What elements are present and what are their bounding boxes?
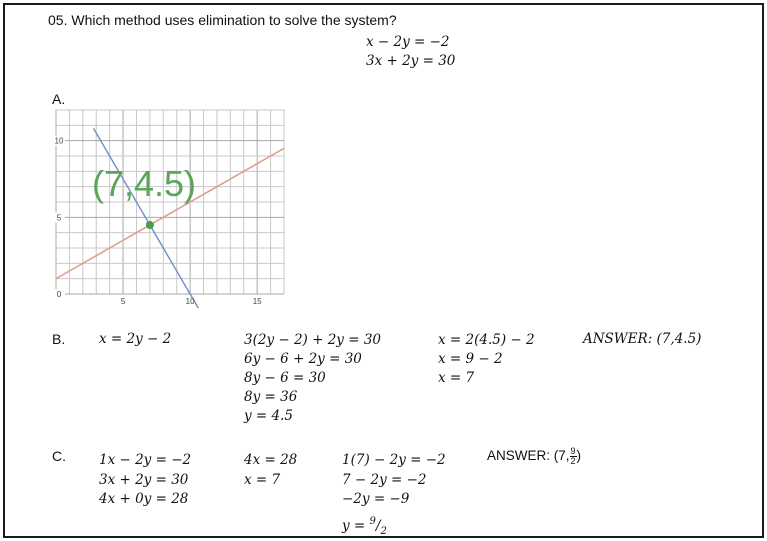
answer-denominator: 2 (570, 456, 576, 466)
option-c-step1-line: 4x + 0y = 28 (99, 491, 189, 507)
equation-system (366, 33, 455, 71)
option-c-step3-line: −2y = −9 (342, 491, 410, 507)
option-b-step3-line: x = 9 − 2 (438, 351, 503, 367)
option-b-step3-line: x = 2(4.5) − 2 (438, 332, 535, 348)
intersection-point (146, 221, 154, 229)
option-b-step2-line: 6y − 6 + 2y = 30 (244, 351, 362, 367)
x-tick-label: 10 (185, 297, 195, 306)
question-text: Which method uses elimination to solve the system? (71, 12, 397, 28)
final-numerator: 9 (369, 516, 376, 527)
option-a-label: A. (52, 91, 66, 107)
option-b-label: B. (52, 331, 66, 347)
x-tick-label: 5 (120, 297, 126, 306)
option-b-step2-line: 3(2y − 2) + 2y = 30 (244, 332, 382, 348)
option-c-step1-line: 1x − 2y = −2 (99, 452, 192, 468)
option-c-step2-line: x = 7 (244, 472, 281, 488)
system-equation-1: x − 2y = −2 (366, 34, 450, 50)
answer-prefix: ANSWER: (7, (487, 448, 570, 464)
question (48, 12, 397, 28)
option-b-step2-line: 8y − 6 = 30 (244, 370, 326, 386)
option-c-step1-line: 3x + 2y = 30 (99, 472, 189, 488)
answer-suffix: ) (576, 448, 582, 464)
option-a-graph (50, 104, 292, 308)
option-b-answer: ANSWER: (7,4.5) (583, 331, 702, 347)
x-tick-label: 15 (252, 297, 262, 306)
final-prefix: y = (342, 518, 370, 534)
option-c-answer (487, 447, 581, 466)
option-c-step3-line: 1(7) − 2y = −2 (342, 452, 446, 468)
option-b-step2-line: 8y = 36 (244, 389, 298, 405)
option-c-step3 (342, 449, 446, 541)
option-b-step3 (438, 331, 535, 388)
option-b-step2-line: y = 4.5 (244, 408, 293, 424)
y-tick-label: 5 (56, 213, 62, 223)
option-c-step3-line: 7 − 2y = −2 (342, 472, 427, 488)
option-c-step2-line: 4x = 28 (244, 452, 298, 468)
option-c-label: C. (52, 448, 66, 464)
system-equation-2: 3x + 2y = 30 (366, 53, 456, 69)
answer-fraction (570, 447, 577, 466)
final-denominator: 2 (380, 526, 387, 537)
option-b-step1: x = 2y − 2 (99, 331, 172, 347)
option-c-step2 (244, 449, 297, 490)
answer-numerator: 9 (570, 446, 576, 456)
question-number: 05. (48, 12, 68, 28)
y-tick-label: 10 (54, 136, 64, 146)
graph-marks (146, 221, 154, 229)
option-c-final-line: $y = ^9/_2$ (342, 516, 387, 537)
option-c-step1 (99, 449, 191, 509)
intersection-label: (7,4.5) (92, 163, 197, 204)
option-b-step2 (244, 331, 381, 426)
option-b-step3-line: x = 7 (438, 370, 475, 386)
y-tick-label: 0 (56, 290, 62, 299)
